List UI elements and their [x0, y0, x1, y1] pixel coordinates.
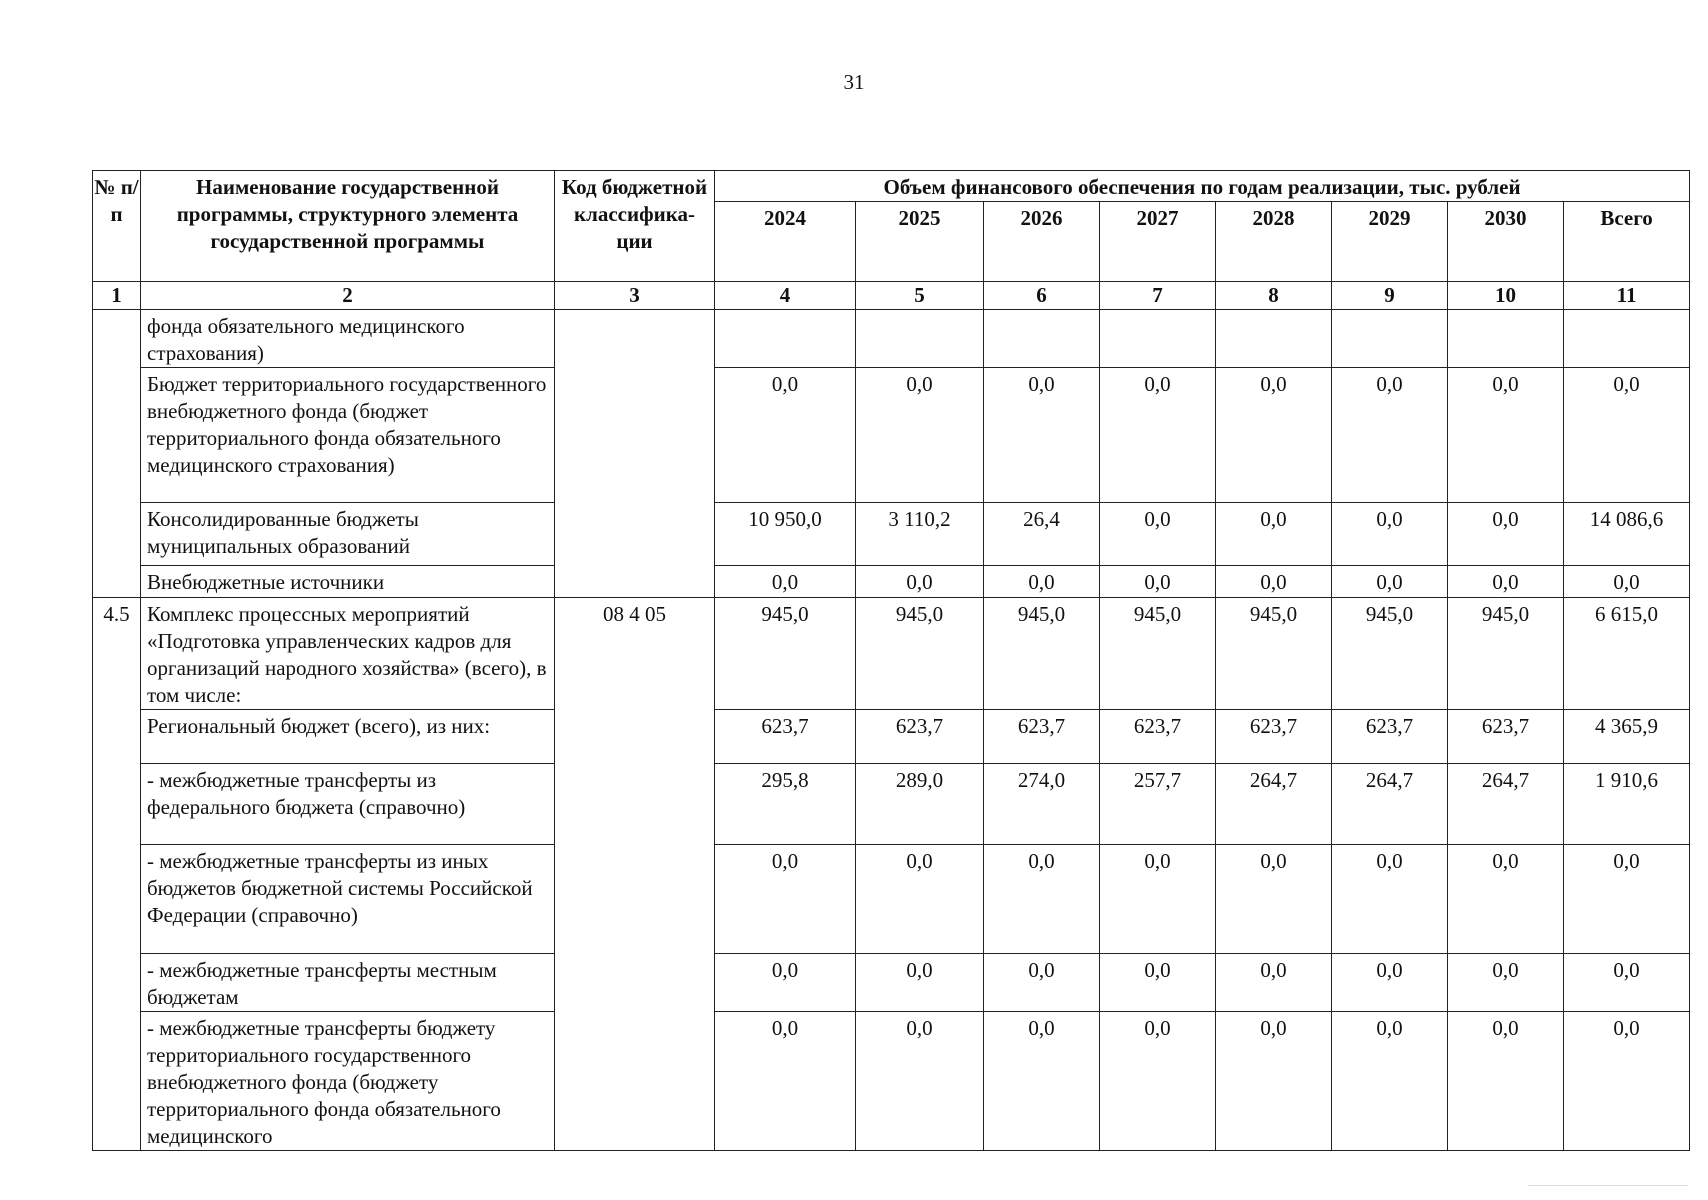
year-total: Всего — [1564, 202, 1690, 282]
column-number: 3 — [555, 282, 715, 310]
value-cell: 0,0 — [1216, 368, 1332, 503]
value-cell: 0,0 — [1448, 954, 1564, 1012]
value-cell: 264,7 — [1448, 764, 1564, 845]
page-number: 31 — [843, 70, 865, 94]
value-cell: 6 615,0 — [1564, 598, 1690, 710]
row-code: 08 4 05 — [555, 598, 715, 1151]
value-cell: 0,0 — [1448, 1012, 1564, 1151]
value-cell: 945,0 — [715, 598, 856, 710]
value-cell — [715, 310, 856, 368]
value-cell: 26,4 — [984, 503, 1100, 566]
value-cell: 0,0 — [1100, 845, 1216, 954]
header-code: Код бюджетной классифика-ции — [555, 171, 715, 282]
value-cell: 14 086,6 — [1564, 503, 1690, 566]
year-2030: 2030 — [1448, 202, 1564, 282]
value-cell — [1448, 310, 1564, 368]
value-cell: 0,0 — [1448, 566, 1564, 598]
column-number: 7 — [1100, 282, 1216, 310]
value-cell — [1216, 310, 1332, 368]
value-cell: 0,0 — [856, 566, 984, 598]
table-row — [93, 310, 1690, 368]
value-cell: 623,7 — [1216, 710, 1332, 764]
column-number: 2 — [141, 282, 555, 310]
table-row — [93, 954, 1690, 1012]
row-name: - межбюджетные трансферты местным бюджетам — [141, 954, 555, 1012]
row-name: фонда обязательного медицинского страхования) — [141, 310, 555, 368]
value-cell: 0,0 — [1216, 845, 1332, 954]
value-cell: 1 910,6 — [1564, 764, 1690, 845]
row-name: Региональный бюджет (всего), из них: — [141, 710, 555, 764]
value-cell: 623,7 — [984, 710, 1100, 764]
value-cell: 0,0 — [715, 368, 856, 503]
year-2029: 2029 — [1332, 202, 1448, 282]
value-cell: 257,7 — [1100, 764, 1216, 845]
column-number: 11 — [1564, 282, 1690, 310]
column-number: 4 — [715, 282, 856, 310]
budget-table — [92, 170, 1690, 1151]
row-name: Комплекс процессных мероприятий «Подготовка управленческих кадров для организаций народного хозяйства» (всего), в том числе: — [141, 598, 555, 710]
value-cell: 0,0 — [1332, 503, 1448, 566]
table-row — [93, 710, 1690, 764]
value-cell: 0,0 — [856, 845, 984, 954]
row-index: 4.5 — [93, 598, 141, 1151]
value-cell: 623,7 — [1448, 710, 1564, 764]
value-cell: 0,0 — [856, 954, 984, 1012]
value-cell: 0,0 — [1564, 1012, 1690, 1151]
table-row — [93, 566, 1690, 598]
value-cell: 945,0 — [1100, 598, 1216, 710]
table-row — [93, 764, 1690, 845]
value-cell: 0,0 — [984, 566, 1100, 598]
value-cell: 0,0 — [856, 368, 984, 503]
value-cell: 0,0 — [1332, 566, 1448, 598]
value-cell: 0,0 — [984, 1012, 1100, 1151]
row-name: Консолидированные бюджеты муниципальных образований — [141, 503, 555, 566]
value-cell: 945,0 — [1448, 598, 1564, 710]
value-cell: 623,7 — [856, 710, 984, 764]
value-cell: 0,0 — [856, 1012, 984, 1151]
value-cell: 4 365,9 — [1564, 710, 1690, 764]
value-cell: 945,0 — [856, 598, 984, 710]
value-cell: 0,0 — [715, 1012, 856, 1151]
row-name: - межбюджетные трансферты из иных бюджетов бюджетной системы Российской Федерации (справочно) — [141, 845, 555, 954]
value-cell: 945,0 — [1332, 598, 1448, 710]
row-name: - межбюджетные трансферты из федерального бюджета (справочно) — [141, 764, 555, 845]
header-num: № п/п — [93, 171, 141, 282]
year-2027: 2027 — [1100, 202, 1216, 282]
value-cell: 623,7 — [715, 710, 856, 764]
value-cell: 0,0 — [1216, 566, 1332, 598]
row-name: Внебюджетные источники — [141, 566, 555, 598]
value-cell: 623,7 — [1100, 710, 1216, 764]
value-cell — [1100, 310, 1216, 368]
value-cell: 0,0 — [715, 566, 856, 598]
value-cell: 0,0 — [715, 954, 856, 1012]
value-cell: 0,0 — [984, 845, 1100, 954]
value-cell: 0,0 — [984, 954, 1100, 1012]
value-cell: 0,0 — [1216, 1012, 1332, 1151]
column-number: 6 — [984, 282, 1100, 310]
value-cell: 0,0 — [1332, 368, 1448, 503]
column-number: 9 — [1332, 282, 1448, 310]
year-2028: 2028 — [1216, 202, 1332, 282]
value-cell: 623,7 — [1332, 710, 1448, 764]
value-cell: 289,0 — [856, 764, 984, 845]
table-row — [93, 1012, 1690, 1151]
value-cell: 0,0 — [1100, 503, 1216, 566]
value-cell: 295,8 — [715, 764, 856, 845]
value-cell: 0,0 — [1216, 503, 1332, 566]
value-cell: 0,0 — [1100, 954, 1216, 1012]
value-cell: 0,0 — [1448, 503, 1564, 566]
column-number: 1 — [93, 282, 141, 310]
scan-artifact-line — [1528, 1185, 1688, 1188]
value-cell: 945,0 — [1216, 598, 1332, 710]
value-cell — [1564, 310, 1690, 368]
row-name: - межбюджетные трансферты бюджету территориального государственного внебюджетного фонда (бюджету территориального фонда обязательного медицинского — [141, 1012, 555, 1151]
column-number: 10 — [1448, 282, 1564, 310]
value-cell: 0,0 — [984, 368, 1100, 503]
year-2026: 2026 — [984, 202, 1100, 282]
value-cell: 274,0 — [984, 764, 1100, 845]
header-name: Наименование государственной программы, структурного элемента государственной программы — [141, 171, 555, 282]
table-row — [93, 598, 1690, 710]
value-cell: 0,0 — [1332, 1012, 1448, 1151]
header-volume: Объем финансового обеспечения по годам реализации, тыс. рублей — [715, 171, 1690, 202]
year-2024: 2024 — [715, 202, 856, 282]
value-cell: 0,0 — [1100, 566, 1216, 598]
value-cell: 0,0 — [1100, 368, 1216, 503]
value-cell: 945,0 — [984, 598, 1100, 710]
row-name: Бюджет территориального государственного внебюджетного фонда (бюджет территориального фонда обязательного медицинского страхования) — [141, 368, 555, 503]
row-index — [93, 310, 141, 598]
value-cell: 0,0 — [1564, 845, 1690, 954]
value-cell — [984, 310, 1100, 368]
value-cell: 0,0 — [715, 845, 856, 954]
value-cell: 0,0 — [1332, 954, 1448, 1012]
column-numbers-row — [93, 282, 1690, 310]
value-cell: 264,7 — [1332, 764, 1448, 845]
value-cell: 0,0 — [1100, 1012, 1216, 1151]
column-number: 8 — [1216, 282, 1332, 310]
value-cell — [1332, 310, 1448, 368]
value-cell: 0,0 — [1332, 845, 1448, 954]
row-code — [555, 310, 715, 598]
table-row — [93, 845, 1690, 954]
year-2025: 2025 — [856, 202, 984, 282]
value-cell: 0,0 — [1216, 954, 1332, 1012]
value-cell: 0,0 — [1448, 845, 1564, 954]
value-cell: 10 950,0 — [715, 503, 856, 566]
value-cell: 3 110,2 — [856, 503, 984, 566]
table-row — [93, 503, 1690, 566]
table-row — [93, 368, 1690, 503]
value-cell: 0,0 — [1564, 566, 1690, 598]
value-cell: 0,0 — [1564, 954, 1690, 1012]
column-number: 5 — [856, 282, 984, 310]
value-cell: 0,0 — [1448, 368, 1564, 503]
value-cell: 264,7 — [1216, 764, 1332, 845]
value-cell — [856, 310, 984, 368]
value-cell: 0,0 — [1564, 368, 1690, 503]
